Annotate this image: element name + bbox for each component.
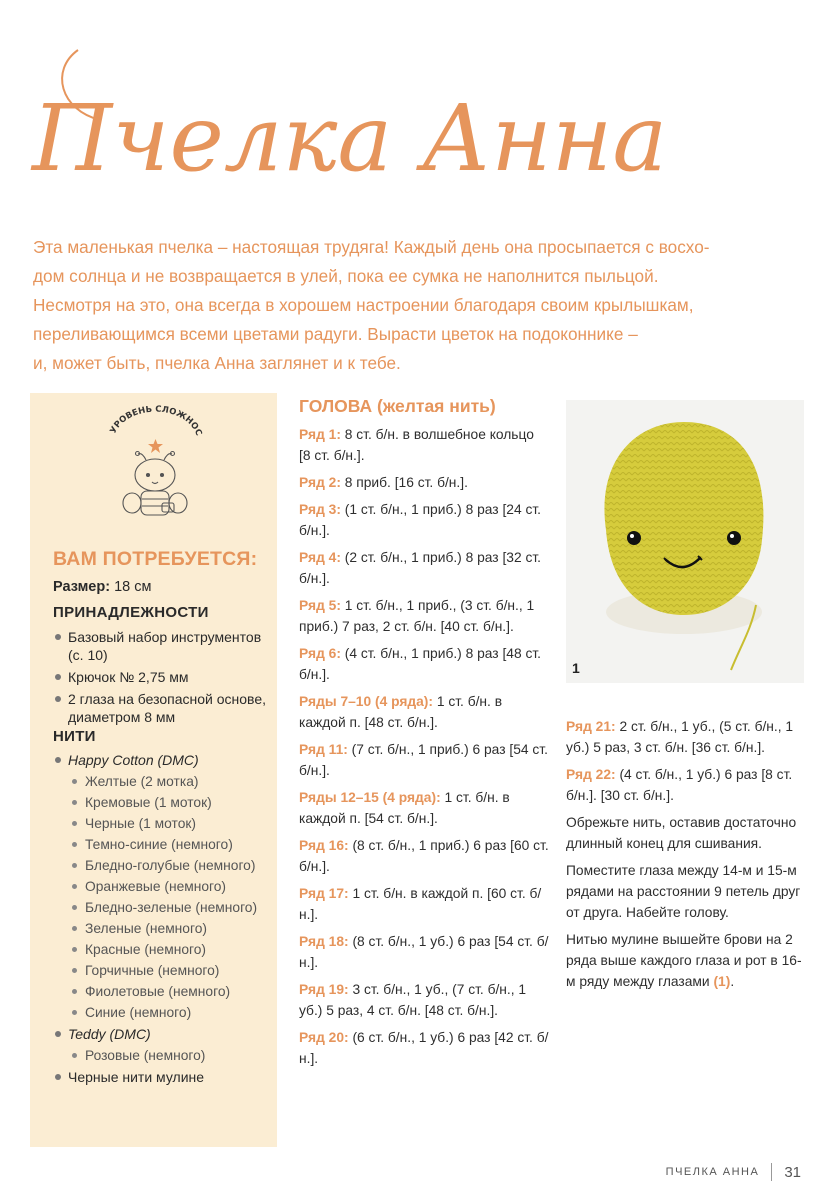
row-text: (4 ст. б/н., 1 уб.) 6 раз [8 ст. б/н.]. [30 ст. б/н.].	[566, 767, 793, 803]
pattern-row	[299, 979, 549, 1021]
footer-divider	[771, 1163, 772, 1181]
row-text: 1 ст. б/н., 1 приб., (3 ст. б/н., 1 приб.) 7 раз, 2 ст. б/н. [40 ст. б/н.].	[299, 598, 535, 634]
bee-sketch-icon	[123, 452, 187, 516]
list-item: Синие (немного)	[53, 1004, 273, 1022]
row-text: 3 ст. б/н., 1 уб., (7 ст. б/н., 1 уб.) 5 раз, 4 ст. б/н. [48 ст. б/н.].	[299, 982, 527, 1018]
page-title-text: Пчелка Анна	[32, 85, 668, 192]
difficulty-label: УРОВЕНЬ СЛОЖНОС	[108, 405, 203, 438]
page-title	[30, 50, 668, 220]
intro-text	[33, 233, 803, 378]
pattern-row	[299, 835, 549, 877]
size-line	[53, 579, 151, 595]
pattern-row	[299, 1027, 549, 1069]
running-title: ПЧЕЛКА АННА	[665, 1166, 760, 1178]
pattern-row	[299, 499, 549, 541]
pattern-row	[299, 472, 549, 493]
instruction-paragraph: Обрежьте нить, оставив достаточно длинный конец для сшивания.	[566, 815, 797, 851]
size-label: Размер:	[53, 579, 111, 595]
row-text: (7 ст. б/н., 1 приб.) 6 раз [54 ст. б/н.].	[299, 742, 548, 778]
list-item: Черные (1 моток)	[53, 815, 273, 833]
row-text: 1 ст. б/н. в каждой п. [48 ст. б/н.].	[299, 694, 503, 730]
list-item: Горчичные (немного)	[53, 962, 273, 980]
row-label: Ряд 11:	[299, 742, 348, 757]
row-label: Ряд 17:	[299, 886, 349, 901]
instruction-text: Нитью мулине вышейте брови на 2 ряда выше каждого глаза и рот в 16-м ряду между глазами	[566, 932, 802, 989]
yarn-brand: Teddy (DMC)	[53, 1025, 273, 1043]
pattern-row	[299, 547, 549, 589]
star-icon	[148, 439, 163, 453]
svg-text:УРОВЕНЬ СЛОЖНОСТИ	[108, 405, 203, 437]
pattern-row	[299, 883, 549, 925]
head-pattern	[299, 396, 549, 1075]
row-label: Ряд 2:	[299, 475, 341, 490]
row-label: Ряд 21:	[566, 719, 616, 734]
instruction-end: .	[730, 974, 735, 989]
list-item: Черные нити мулине	[53, 1068, 273, 1086]
row-text: 8 ст. б/н. в волшебное кольцо [8 ст. б/н.].	[299, 427, 534, 463]
list-item: Красные (немного)	[53, 941, 273, 959]
list-item: Крючок № 2,75 мм	[53, 668, 273, 686]
difficulty-badge	[108, 405, 203, 530]
yarn-list	[53, 751, 273, 1090]
row-text: 8 приб. [16 ст. б/н.].	[340, 475, 468, 490]
row-text: 1 ст. б/н. в каждой п. [60 ст. б/н.].	[299, 886, 542, 922]
pattern-row	[299, 643, 549, 685]
list-item: Темно-синие (немного)	[53, 836, 273, 854]
row-text: (4 ст. б/н., 1 приб.) 8 раз [48 ст. б/н.].	[299, 646, 541, 682]
needs-title: ВАМ ПОТРЕБУЕТСЯ:	[53, 548, 258, 570]
instruction-paragraph: Поместите глаза между 14-м и 15-м рядами на расстоянии 9 петель друг от друга. Набейте голову.	[566, 863, 801, 920]
row-label: Ряд 4:	[299, 550, 341, 565]
pattern-row	[299, 931, 549, 973]
list-item: Оранжевые (немного)	[53, 878, 273, 896]
row-text: 1 ст. б/н. в каждой п. [54 ст. б/н.].	[299, 790, 510, 826]
yarn-brand: Happy Cotton (DMC)	[53, 751, 273, 769]
row-text: 2 ст. б/н., 1 уб., (5 ст. б/н., 1 уб.) 5 раз, 3 ст. б/н. [36 ст. б/н.].	[566, 719, 794, 755]
materials-sidebar	[30, 393, 277, 1147]
list-item: 2 глаза на безопасной основе, диаметром 8 мм	[53, 690, 273, 726]
row-text: (6 ст. б/н., 1 уб.) 6 раз [42 ст. б/н.].	[299, 1030, 549, 1066]
row-label: Ряд 19:	[299, 982, 349, 997]
list-item: Кремовые (1 моток)	[53, 794, 273, 812]
pattern-row	[299, 739, 549, 781]
row-label: Ряд 6:	[299, 646, 341, 661]
intro-line: переливающимся всеми цветами радуги. Вырасти цветок на подоконнике –	[33, 324, 638, 344]
row-label: Ряд 16:	[299, 838, 349, 853]
intro-line: Эта маленькая пчелка – настоящая трудяга! Каждый день она просыпается с восхо-	[33, 237, 710, 257]
row-label: Ряд 20:	[299, 1030, 349, 1045]
row-label: Ряд 5:	[299, 598, 341, 613]
list-item: Зеленые (немного)	[53, 920, 273, 938]
yarn-heading: НИТИ	[53, 728, 96, 745]
list-item: Розовые (немного)	[53, 1047, 273, 1065]
row-label: Ряды 12–15 (4 ряда):	[299, 790, 441, 805]
row-text: (2 ст. б/н., 1 приб.) 8 раз [32 ст. б/н.].	[299, 550, 541, 586]
pattern-row	[299, 787, 549, 829]
section-heading: ГОЛОВА (желтая нить)	[299, 396, 496, 416]
intro-line: и, может быть, пчелка Анна заглянет и к тебе.	[33, 353, 401, 373]
intro-line: дом солнца и не возвращается в улей, пока ее сумка не наполнится пыльцой.	[33, 266, 659, 286]
row-text: (8 ст. б/н., 1 приб.) 6 раз [60 ст. б/н.].	[299, 838, 549, 874]
row-text: (8 ст. б/н., 1 уб.) 6 раз [54 ст. б/н.].	[299, 934, 549, 970]
list-item: Бледно-голубые (немного)	[53, 857, 273, 875]
list-item: Фиолетовые (немного)	[53, 983, 273, 1001]
list-item: Бледно-зеленые (немного)	[53, 899, 273, 917]
intro-line: Несмотря на это, она всегда в хорошем настроении благодаря своим крылышкам,	[33, 295, 694, 315]
photo-bee-head	[566, 400, 804, 683]
size-value: 18 см	[114, 579, 152, 595]
row-text: (1 ст. б/н., 1 приб.) 8 раз [24 ст. б/н.].	[299, 502, 541, 538]
accessories-heading: ПРИНАДЛЕЖНОСТИ	[53, 604, 209, 621]
accessories-list	[53, 628, 273, 730]
list-item: Желтые (2 мотка)	[53, 773, 273, 791]
pattern-continued	[566, 716, 806, 998]
pattern-row	[299, 424, 549, 466]
instruction-paragraph	[566, 929, 806, 992]
row-label: Ряд 22:	[566, 767, 616, 782]
pattern-row	[299, 691, 549, 733]
photo-number: 1	[572, 660, 580, 676]
figure-reference: (1)	[713, 974, 731, 989]
list-item: Базовый набор инструментов (с. 10)	[53, 628, 273, 664]
pattern-row	[299, 595, 549, 637]
row-label: Ряды 7–10 (4 ряда):	[299, 694, 433, 709]
row-label: Ряд 18:	[299, 934, 349, 949]
pattern-row	[566, 764, 806, 806]
row-label: Ряд 3:	[299, 502, 341, 517]
row-label: Ряд 1:	[299, 427, 341, 442]
pattern-row	[566, 716, 806, 758]
page-number: 31	[784, 1163, 801, 1181]
page-footer	[666, 1163, 801, 1181]
